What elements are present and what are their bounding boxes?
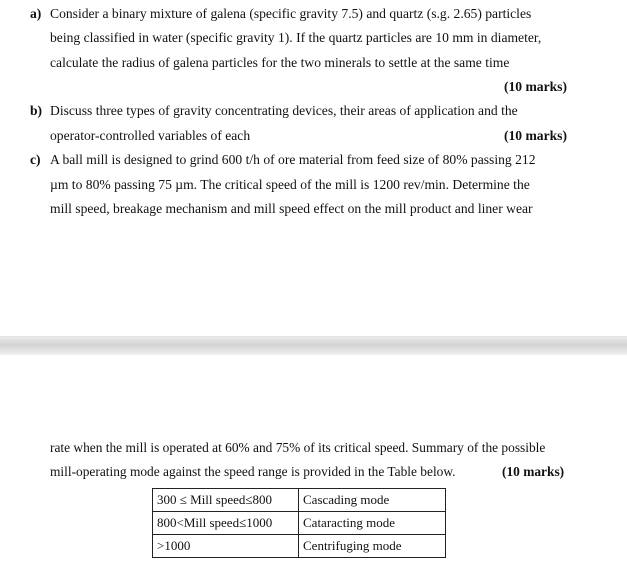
question-b-label: b): [30, 103, 43, 118]
question-b-marks: (10 marks): [503, 128, 567, 143]
table-row: [153, 489, 446, 512]
question-a-line-1: Consider a binary mixture of galena (specific gravity 7.5) and quartz (s.g. 2.65) particles: [50, 6, 532, 21]
question-a-line-2: being classified in water (specific gravity 1). If the quartz particles are 10 mm in diameter,: [50, 30, 542, 45]
question-c-continuation-2: mill-operating mode against the speed range is provided in the Table below.: [50, 464, 456, 479]
speed-range-cell: >1000: [153, 535, 299, 558]
question-b-line-2: operator-controlled variables of each: [50, 128, 251, 143]
mode-cell: Cataracting mode: [299, 512, 446, 535]
question-a-marks: (10 marks): [503, 79, 567, 94]
table-row: [153, 535, 446, 558]
question-c-label: c): [30, 152, 41, 167]
question-c-marks: (10 marks): [502, 464, 565, 479]
table-row: [153, 512, 446, 535]
mode-cell: Centrifuging mode: [299, 535, 446, 558]
question-c-line-1: A ball mill is designed to grind 600 t/h of ore material from feed size of 80% passing 212: [50, 152, 536, 167]
question-a-line-3: calculate the radius of galena particles for the two minerals to settle at the same time: [50, 55, 510, 70]
mode-cell: Cascading mode: [299, 489, 446, 512]
mill-speed-table: [152, 488, 446, 558]
question-b-line-1: Discuss three types of gravity concentrating devices, their areas of application and the: [50, 103, 518, 118]
page-break-divider: [0, 336, 627, 355]
question-c-line-2: µm to 80% passing 75 µm. The critical speed of the mill is 1200 rev/min. Determine the: [50, 177, 530, 192]
speed-range-cell: 300 ≤ Mill speed≤800: [153, 489, 299, 512]
question-a-label: a): [30, 6, 42, 21]
question-c-line-3: mill speed, breakage mechanism and mill speed effect on the mill product and liner wear: [50, 201, 533, 216]
speed-range-cell: 800<Mill speed≤1000: [153, 512, 299, 535]
question-c-continuation-1: rate when the mill is operated at 60% and 75% of its critical speed. Summary of the possible: [50, 440, 546, 455]
